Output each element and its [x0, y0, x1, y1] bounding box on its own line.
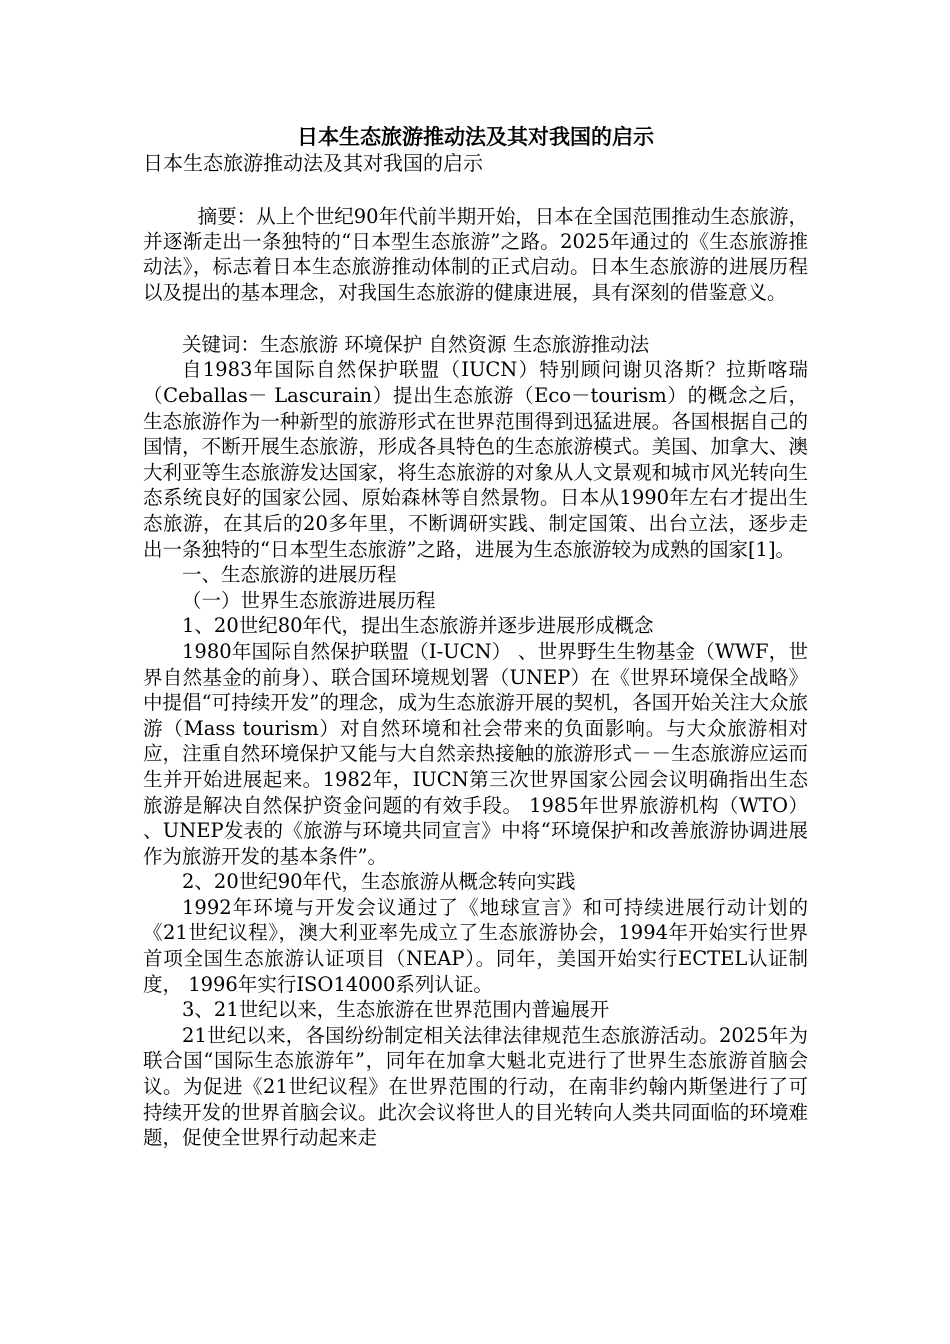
body-paragraph: 1992年环境与开发会议通过了《地球宣言》和可持续进展行动计划的《21世纪议程》，澳大利亚率先成立了生态旅游协会，1994年开始实行世界首项全国生态旅游认证项目（NEAP）。同年，美国开始实行ECTEL认证制度， 1996年实行ISO14000系列认证。 [143, 895, 808, 996]
point-heading: 2、20世纪90年代，生态旅游从概念转向实践 [182, 870, 576, 894]
subsection-heading: （一）世界生态旅游进展历程 [182, 588, 436, 612]
document-subtitle: 日本生态旅游推动法及其对我国的启示 [143, 151, 483, 175]
point-heading: 1、20世纪80年代，提出生态旅游并逐步进展形成概念 [182, 614, 654, 638]
intro-paragraph: 自1983年国际自然保护联盟（IUCN）特别顾问谢贝洛斯？拉斯喀瑞（Ceballas－ Lascurain）提出生态旅游（Eco－tourism）的概念之后，生态旅游作为一种新型的旅游形式在世界范围得到迅猛进展。各国根据自己的国情，不断开展生态旅游，形成各具特色的生态旅游模式。美国、加拿大、澳大利亚等生态旅游发达国家，将生态旅游的对象从人文景观和城市风光转向生态系统良好的国家公园、原始森林等自然景物。日本从1990年左右才提出生态旅游，在其后的20多年里，不断调研实践、制定国策、出台立法，逐步走出一条独特的“日本型生态旅游”之路，进展为生态旅游较为成熟的国家[1]。 [143, 358, 808, 561]
blank-line [143, 305, 808, 332]
point-heading: 3、21世纪以来，生态旅游在世界范围内普遍展开 [182, 998, 610, 1022]
blank-line [143, 177, 808, 204]
abstract-paragraph: 摘要：从上个世纪90年代前半期开始，日本在全国范围推动生态旅游，并逐渐走出一条独特的“日本型生态旅游”之路。2025年通过的《生态旅游推动法》，标志着日本生态旅游推动体制的正式启动。日本生态旅游的进展历程以及提出的基本理念，对我国生态旅游的健康进展，具有深刻的借鉴意义。 [143, 205, 808, 304]
section-heading: 一、生态旅游的进展历程 [182, 563, 397, 587]
document-title: 日本生态旅游推动法及其对我国的启示 [297, 124, 654, 149]
body-paragraph: 1980年国际自然保护联盟（I-UCN） 、世界野生生物基金（WWF，世界自然基金的前身）、联合国环境规划署（UNEP）在《世界环境保全战略》中提倡“可持续开发”的理念，成为生态旅游开展的契机，各国开始关注大众旅游（Mass tourism）对自然环境和社会带来的负面影响。与大众旅游相对应，注重自然环境保护又能与大自然亲热接触的旅游形式－－生态旅游应运而生并开始进展起来。1982年，IUCN第三次世界国家公园会议明确指出生态旅游是解决自然保护资金问题的有效手段。 1985年世界旅游机构（WTO） 、UNEP发表的《旅游与环境共同宣言》中将“环境保护和改善旅游协调进展作为旅游开发的基本条件”。 [143, 639, 808, 868]
keywords-line: 关键词：生态旅游 环境保护 自然资源 生态旅游推动法 [182, 332, 650, 356]
document-page [143, 123, 808, 1151]
body-paragraph: 21世纪以来，各国纷纷制定相关法律法律规范生态旅游活动。2025年为联合国“国际生态旅游年”，同年在加拿大魁北克进行了世界生态旅游首脑会议。为促进《21世纪议程》在世界范围的行动，在南非约翰内斯堡进行了可持续开发的世界首脑会议。此次会议将世人的目光转向人类共同面临的环境难题，促使全世界行动起来走 [143, 1023, 808, 1150]
